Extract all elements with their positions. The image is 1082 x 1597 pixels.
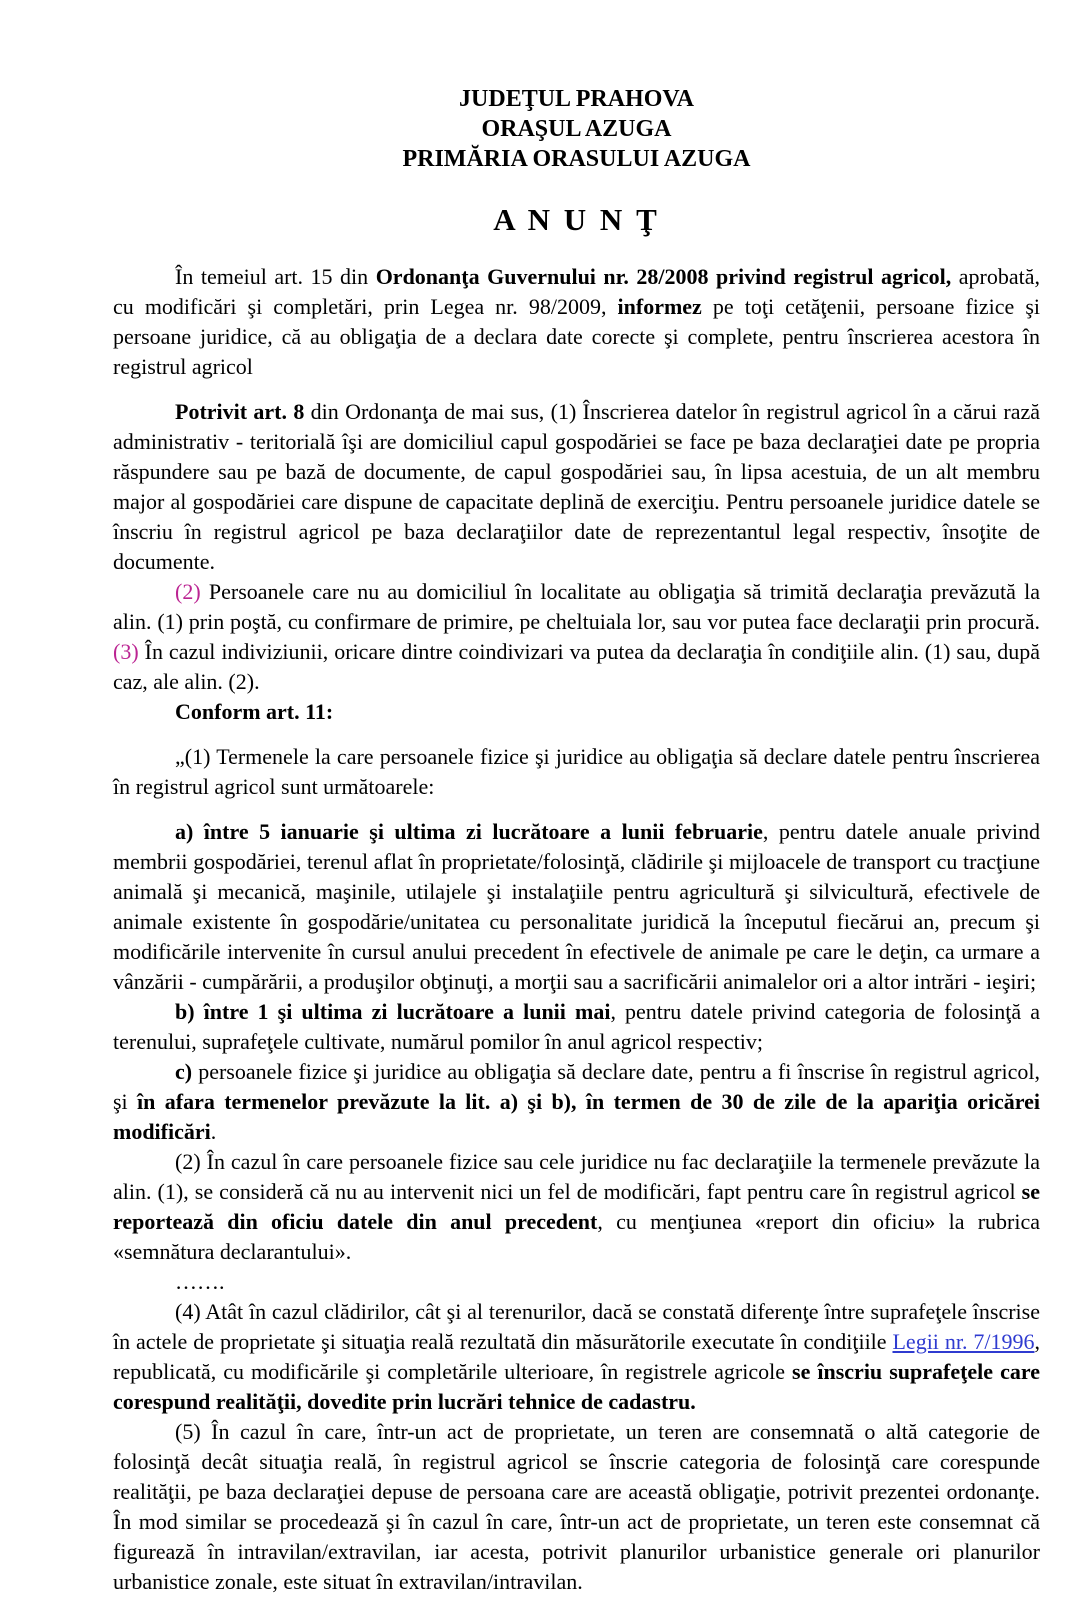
- document-header: [113, 84, 1040, 174]
- text-run: (5) În cazul în care, într-un act de proprietate, un teren are consemnată o altă categorie de folosinţă decât situaţia reală, în registrul agricol se înscrie categoria de folosinţă care corespunde realităţii, pe baza declaraţiei depuse de persoana care are această obligaţie, potrivit prezentei ordonanţe. În mod similar se procedează şi în cazul în care, într-un act de proprietate, un teren este consemnat că figurează în intravilan/extravilan, iar acesta, potrivit planurilor urbanistice generale ori planurilor urbanistice zonale, este situat în extravilan/intravilan.: [113, 1419, 1040, 1594]
- paragraph-alin-2-report: [113, 1147, 1040, 1267]
- text-run: (3): [113, 639, 139, 664]
- text-run: (2): [175, 579, 201, 604]
- text-run: Conform art. 11:: [175, 699, 334, 724]
- text-run: b) între 1 şi ultima zi lucrătoare a lunii mai: [175, 999, 611, 1024]
- text-run: „(1) Termenele la care persoanele fizice şi juridice au obligaţia să declare datele pentru înscrierea în registrul agricol sunt următoarele:: [113, 744, 1040, 799]
- text-run: se reportează din oficiu datele din anul precedent: [113, 1179, 1040, 1234]
- text-run: În cazul indiviziunii, oricare dintre coindivizari va putea da declaraţia în condiţiile alin. (1) sau, după caz, ale alin. (2).: [113, 639, 1040, 694]
- paragraph-alin-4: [113, 1297, 1040, 1417]
- text-run: aprobată, cu modificări şi completări, prin Legea nr. 98/2009,: [113, 264, 1041, 319]
- text-run: informez: [617, 294, 702, 319]
- text-run: în afara termenelor prevăzute la lit. a) şi b), în termen de 30 de zile de la apariţia oricărei modificări: [113, 1089, 1040, 1144]
- institution-line: PRIMĂRIA ORASULUI AZUGA: [402, 146, 751, 172]
- text-run: c): [175, 1059, 193, 1084]
- text-run: În temeiul art. 15 din: [175, 264, 376, 289]
- text-run: din Ordonanţa de mai sus, (1) Înscrierea datelor în registrul agricol în a cărui rază administrativ - teritorială îşi are domiciliul capul gospodăriei se face pe baza declaraţiei date pe propria răspundere sau pe bază de documente, de capul gospodăriei sau, în lipsa acestuia, de un alt membru major al gospodăriei care dispune de capacitate deplină de exerciţiu. Pentru persoanele juridice datele se înscriu în registrul agricol pe baza declaraţiilor date de reprezentantul legal respectiv, însoţite de documente.: [113, 399, 1040, 574]
- text-run: (4) Atât în cazul clădirilor, cât şi al terenurilor, dacă se constată diferenţe între suprafeţele înscrise în actele de proprietate şi situaţia reală rezultată din măsurătorile executate în condiţiile: [113, 1299, 1040, 1354]
- county-line: JUDEŢUL PRAHOVA: [459, 86, 694, 112]
- city-line: ORAŞUL AZUGA: [481, 116, 672, 142]
- paragraph-lit-a: [113, 817, 1040, 997]
- text-run: …….: [175, 1269, 225, 1294]
- text-run: se înscriu suprafeţele care corespund realităţii, dovedite prin lucrări tehnice de cadastru.: [113, 1359, 1040, 1414]
- text-run: .: [210, 1119, 217, 1144]
- paragraph-termene-intro: [113, 742, 1040, 802]
- text-run: Ordonanţa Guvernului nr. 28/2008 privind registrul agricol,: [375, 264, 952, 289]
- text-run: , pentru datele anuale privind membrii gospodăriei, terenul aflat în proprietate/folosinţă, clădirile şi mijloacele de transport cu tracţiune animală şi mecanică, maşinile, utilajele şi instalaţiile pentru agricultură şi silvicultură, efectivele de animale existente în gospodărie/unitatea cu personalitate juridică la începutul fiecărui an, precum şi modificările intervenite în cursul anului precedent în efectivele de animale pe care le deţin, ca urmare a vânzării - cumpărării, a produşilor obţinuţi, a morţii sau a sacrificării animalelor ori a altor intrări - ieşiri;: [113, 819, 1040, 994]
- paragraph-lit-b: [113, 997, 1040, 1057]
- paragraph-art8: [113, 397, 1040, 577]
- paragraph-lit-c: [113, 1057, 1040, 1147]
- paragraph-conform-art11: [113, 697, 1040, 727]
- text-run: Persoanele care nu au domiciliul în localitate au obligaţia să trimită declaraţia prevăzută la alin. (1) prin poştă, cu confirmare de primire, pe cheltuiala lor, sau vor putea face declaraţii prin procură.: [113, 579, 1040, 634]
- text-run: (2) În cazul în care persoanele fizice sau cele juridice nu fac declaraţiile la termenele prevăzute la alin. (1), se consideră că nu au intervenit nici un fel de modificări, fapt pentru care în registrul agricol: [113, 1149, 1040, 1204]
- text-run: a) între 5 ianuarie şi ultima zi lucrătoare a lunii februarie: [175, 819, 763, 844]
- text-run: , cu menţiunea «report din oficiu» la rubrica «semnătura declarantului».: [113, 1209, 1040, 1264]
- document-body: [113, 262, 1040, 1597]
- paragraph-intro: [113, 262, 1040, 382]
- paragraph-ellipsis: [113, 1267, 1040, 1297]
- law-link[interactable]: Legii nr. 7/1996: [892, 1329, 1035, 1354]
- text-run: , republicată, cu modificările şi completările ulterioare, în registrele agricole: [113, 1329, 1040, 1384]
- announcement-title: A N U N Ţ: [493, 202, 660, 237]
- paragraph-alin-5: [113, 1417, 1040, 1597]
- text-run: Potrivit art. 8: [175, 399, 305, 424]
- text-run: persoanele fizice şi juridice au obligaţia să declare date, pentru a fi înscrise în registrul agricol, şi: [113, 1059, 1040, 1114]
- text-run: pe toţi cetăţenii, persoane fizice şi persoane juridice, că au obligaţia de a declara date corecte şi complete, pentru înscrierea acestora în registrul agricol: [113, 294, 1040, 379]
- paragraph-alin-2-3: [113, 577, 1040, 697]
- text-run: , pentru datele privind categoria de folosinţă a terenului, suprafeţele cultivate, numărul pomilor în anul agricol respectiv;: [113, 999, 1040, 1054]
